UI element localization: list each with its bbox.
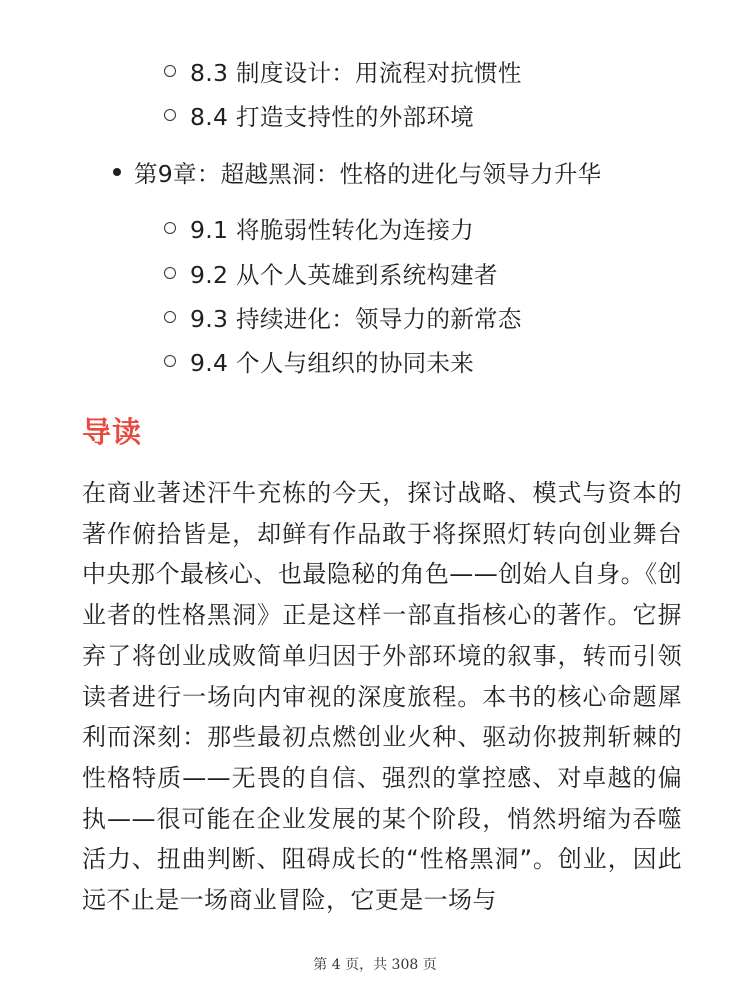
hollow-bullet-icon: [164, 109, 176, 121]
toc-subitem-9-1[interactable]: [164, 206, 474, 250]
toc-subitem-9-3[interactable]: [164, 295, 522, 339]
hollow-bullet-icon: [164, 267, 176, 279]
hollow-bullet-icon: [164, 222, 176, 234]
toc-subitem-label: 9.3 持续进化：领导力的新常态: [190, 305, 522, 333]
filled-bullet-icon: [113, 168, 121, 176]
hollow-bullet-icon: [164, 311, 176, 323]
toc-subitem-8-3[interactable]: [164, 49, 522, 93]
toc-subitem-9-2[interactable]: [164, 251, 498, 295]
page-number-footer: 第 4 页，共 308 页: [313, 957, 437, 973]
toc-subitem-label: 8.4 打造支持性的外部环境: [190, 103, 475, 131]
toc-subitem-9-4[interactable]: [164, 339, 474, 383]
hollow-bullet-icon: [164, 355, 176, 367]
section-heading: 导读: [82, 415, 143, 449]
toc-subitem-label: 9.2 从个人英雄到系统构建者: [190, 261, 498, 289]
toc-subitem-8-4[interactable]: [164, 93, 474, 137]
section-paragraph: 在商业著述汗牛充栋的今天，探讨战略、模式与资本的著作俯拾皆是，却鲜有作品敢于将探照灯转向创业舞台中央那个最核心、也最隐秘的角色——创始人自身。《创业者的性格黑洞》正是这样一部直指核心的著作。它摒弃了将创业成败简单归因于外部环境的叙事，转而引领读者进行一场向内审视的深度旅程。本书的核心命题犀利而深刻：那些最初点燃创业火种、驱动你披荆斩棘的性格特质——无畏的自信、强烈的掌控感、对卓越的偏执——很可能在企业发展的某个阶段，悄然坍缩为吞噬活力、扭曲判断、阻碍成长的“性格黑洞”。创业，因此远不止是一场商业冒险，它更是一场与: [82, 479, 682, 915]
toc-chapter-label: 第9章：超越黑洞：性格的进化与领导力升华: [134, 160, 602, 188]
toc-chapter-9[interactable]: [113, 150, 601, 194]
toc-subitem-label: 8.3 制度设计：用流程对抗惯性: [190, 59, 522, 87]
toc-subitem-label: 9.1 将脆弱性转化为连接力: [190, 216, 475, 244]
hollow-bullet-icon: [164, 65, 176, 77]
toc-subitem-label: 9.4 个人与组织的协同未来: [190, 349, 475, 377]
